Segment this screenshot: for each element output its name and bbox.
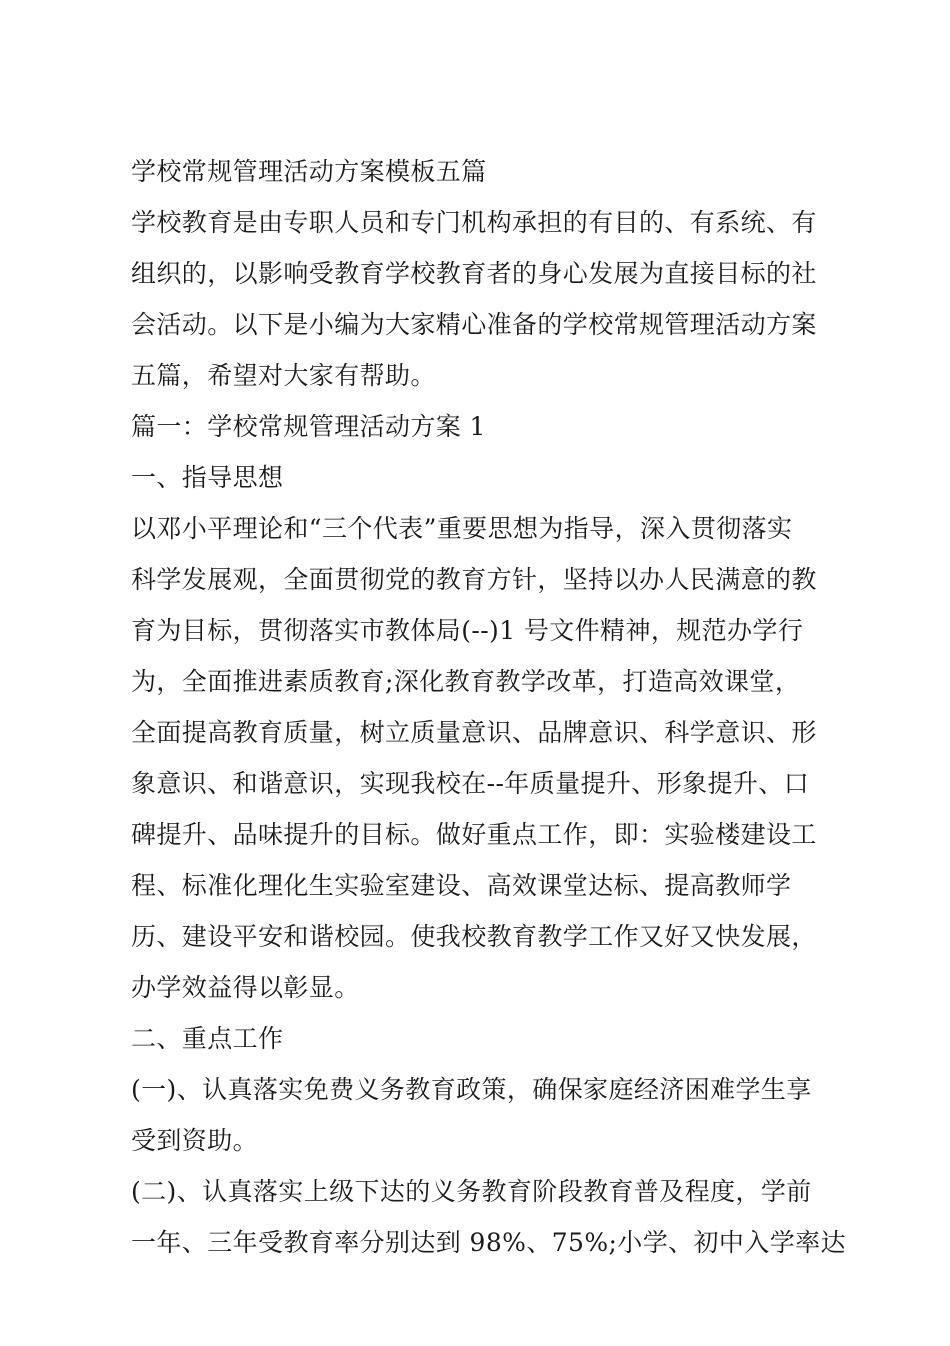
paragraph-line: 育为目标，贯彻落实市教体局(--)1 号文件精神，规范办学行 [131, 616, 804, 645]
intro-line-4: 五篇，希望对大家有帮助。 [131, 361, 436, 390]
paragraph-line: 办学效益得以彰显。 [131, 973, 360, 1002]
paragraph-line: 为，全面推进素质教育;深化教育教学改革，打造高效课堂， [131, 667, 801, 696]
intro-line-2: 组织的，以影响受教育学校教育者的身心发展为直接目标的社 [131, 259, 817, 288]
document-body [131, 152, 846, 1262]
section-heading-part-one: 篇一：学校常规管理活动方案 1 [131, 412, 486, 441]
list-item-two-line: 一年、三年受教育率分别达到 98%、75%;小学、初中入学率达 [131, 1228, 846, 1257]
list-item-one-line: 受到资助。 [131, 1126, 259, 1155]
heading-key-work: 二、重点工作 [131, 1024, 284, 1053]
heading-guiding-ideology: 一、指导思想 [131, 463, 284, 492]
paragraph-line: 象意识、和谐意识，实现我校在--年质量提升、形象提升、口 [131, 769, 810, 798]
document-title: 学校常规管理活动方案模板五篇 [131, 157, 487, 186]
paragraph-line: 程、标准化理化生实验室建设、高效课堂达标、提高教师学 [131, 871, 792, 900]
list-item-one-line: (一)、认真落实免费义务教育政策，确保家庭经济困难学生享 [131, 1075, 812, 1104]
paragraph-line: 全面提高教育质量，树立质量意识、品牌意识、科学意识、形 [131, 718, 817, 747]
paragraph-line: 历、建设平安和谐校园。使我校教育教学工作又好又快发展， [131, 922, 817, 951]
paragraph-line: 碑提升、品味提升的目标。做好重点工作，即：实验楼建设工 [131, 820, 817, 849]
list-item-two-line: (二)、认真落实上级下达的义务教育阶段教育普及程度，学前 [131, 1177, 812, 1206]
intro-line-1: 学校教育是由专职人员和专门机构承担的有目的、有系统、有 [131, 208, 817, 237]
intro-line-3: 会活动。以下是小编为大家精心准备的学校常规管理活动方案 [131, 310, 817, 339]
paragraph-line: 科学发展观，全面贯彻党的教育方针，坚持以办人民满意的教 [131, 565, 817, 594]
paragraph-line: 以邓小平理论和“三个代表”重要思想为指导，深入贯彻落实 [131, 514, 793, 543]
